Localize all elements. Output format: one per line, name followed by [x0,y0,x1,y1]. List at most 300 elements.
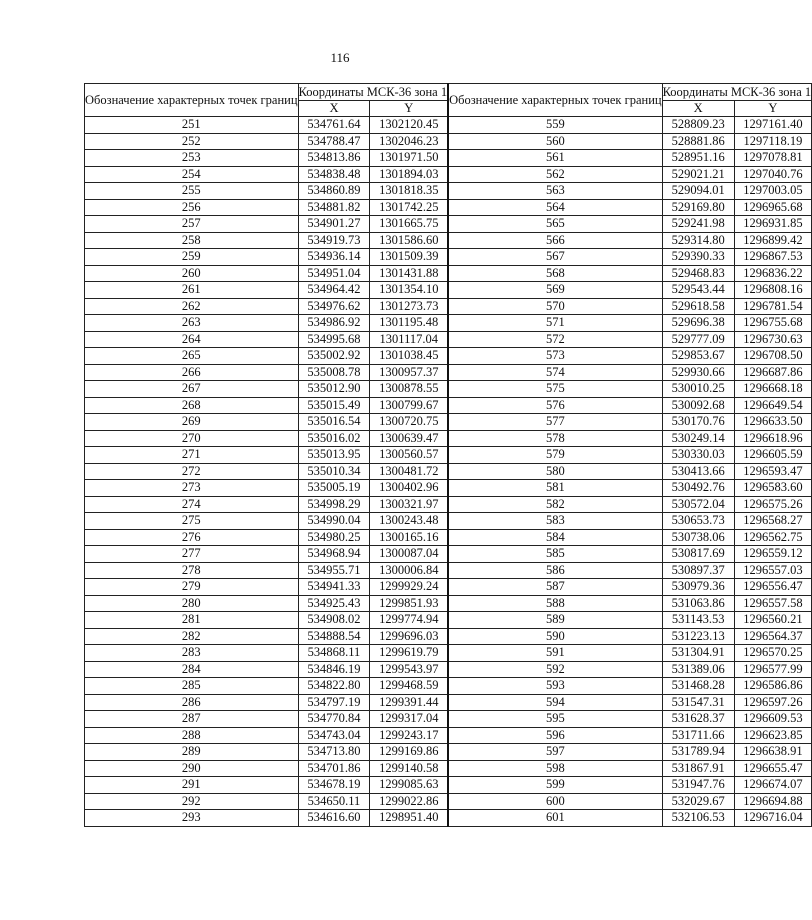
x-right: 528809.23 [662,117,734,134]
y-right: 1296605.59 [734,447,811,464]
point-id-right: 585 [448,546,662,563]
point-id-right: 589 [448,612,662,629]
y-right: 1296609.53 [734,711,811,728]
x-right: 531223.13 [662,628,734,645]
x-left: 534941.33 [298,579,370,596]
y-left: 1299391.44 [370,694,448,711]
x-right: 528951.16 [662,150,734,167]
table-row [85,612,812,629]
y-right: 1296597.26 [734,694,811,711]
x-left: 534761.64 [298,117,370,134]
table-row [85,579,812,596]
point-id-left: 261 [85,282,299,299]
x-left: 535015.49 [298,397,370,414]
x-left: 534743.04 [298,727,370,744]
y-right: 1297118.19 [734,133,811,150]
y-left: 1299169.86 [370,744,448,761]
point-id-left: 283 [85,645,299,662]
point-id-right: 561 [448,150,662,167]
point-id-right: 560 [448,133,662,150]
y-left: 1300560.57 [370,447,448,464]
x-left: 534713.80 [298,744,370,761]
x-right: 531063.86 [662,595,734,612]
x-left: 534822.80 [298,678,370,695]
point-id-right: 581 [448,480,662,497]
y-left: 1301273.73 [370,298,448,315]
y-right: 1297040.76 [734,166,811,183]
table-row [85,562,812,579]
x-right: 530897.37 [662,562,734,579]
x-left: 534868.11 [298,645,370,662]
point-id-right: 574 [448,364,662,381]
point-id-left: 258 [85,232,299,249]
point-id-left: 284 [85,661,299,678]
table-row [85,331,812,348]
y-right: 1297003.05 [734,183,811,200]
point-id-left: 278 [85,562,299,579]
point-id-right: 571 [448,315,662,332]
point-id-right: 588 [448,595,662,612]
y-right: 1296931.85 [734,216,811,233]
x-right: 529777.09 [662,331,734,348]
table-row [85,348,812,365]
x-right: 529390.33 [662,249,734,266]
table-row [85,216,812,233]
table-row [85,480,812,497]
x-left: 534986.92 [298,315,370,332]
y-right: 1296708.50 [734,348,811,365]
point-id-right: 590 [448,628,662,645]
x-left: 535012.90 [298,381,370,398]
y-right: 1297161.40 [734,117,811,134]
y-right: 1296570.25 [734,645,811,662]
point-id-right: 564 [448,199,662,216]
x-right: 532106.53 [662,810,734,827]
x-left: 534908.02 [298,612,370,629]
y-right: 1296836.22 [734,265,811,282]
x-left: 534788.47 [298,133,370,150]
x-left: 534968.94 [298,546,370,563]
y-left: 1299022.86 [370,793,448,810]
x-left: 534770.84 [298,711,370,728]
table-row [85,414,812,431]
x-left: 534936.14 [298,249,370,266]
point-id-left: 275 [85,513,299,530]
table-row [85,744,812,761]
table-row [85,496,812,513]
x-right: 530979.36 [662,579,734,596]
point-id-left: 274 [85,496,299,513]
x-right: 531789.94 [662,744,734,761]
y-left: 1300639.47 [370,430,448,447]
point-id-right: 595 [448,711,662,728]
y-right: 1296781.54 [734,298,811,315]
point-id-left: 285 [85,678,299,695]
x-right: 530170.76 [662,414,734,431]
y-right: 1296965.68 [734,199,811,216]
table-row [85,678,812,695]
table-row [85,282,812,299]
y-right: 1296668.18 [734,381,811,398]
table-row [85,133,812,150]
point-id-right: 583 [448,513,662,530]
point-id-left: 281 [85,612,299,629]
y-left: 1300957.37 [370,364,448,381]
x-left: 534955.71 [298,562,370,579]
point-id-left: 286 [85,694,299,711]
point-id-left: 292 [85,793,299,810]
x-right: 530010.25 [662,381,734,398]
table-row [85,760,812,777]
table-row [85,183,812,200]
x-left: 534976.62 [298,298,370,315]
y-left: 1300878.55 [370,381,448,398]
y-right: 1296583.60 [734,480,811,497]
table-row [85,727,812,744]
table-row [85,777,812,794]
x-left: 535010.34 [298,463,370,480]
x-right: 531389.06 [662,661,734,678]
table-row [85,315,812,332]
point-id-right: 594 [448,694,662,711]
y-right: 1296808.16 [734,282,811,299]
x-left: 535008.78 [298,364,370,381]
y-left: 1300087.04 [370,546,448,563]
x-right: 529241.98 [662,216,734,233]
point-id-left: 255 [85,183,299,200]
table-row [85,150,812,167]
table-row [85,364,812,381]
point-id-right: 584 [448,529,662,546]
y-right: 1296557.03 [734,562,811,579]
x-left: 534964.42 [298,282,370,299]
y-left: 1301665.75 [370,216,448,233]
x-left: 534995.68 [298,331,370,348]
table-row [85,232,812,249]
x-left: 534888.54 [298,628,370,645]
x-left: 534901.27 [298,216,370,233]
point-id-left: 269 [85,414,299,431]
point-id-right: 562 [448,166,662,183]
x-left: 535005.19 [298,480,370,497]
point-id-right: 570 [448,298,662,315]
x-left: 534990.04 [298,513,370,530]
point-id-right: 586 [448,562,662,579]
y-left: 1301818.35 [370,183,448,200]
point-id-right: 601 [448,810,662,827]
table-row [85,595,812,612]
x-left: 534980.25 [298,529,370,546]
y-left: 1301971.50 [370,150,448,167]
x-left: 535016.02 [298,430,370,447]
x-right: 529853.67 [662,348,734,365]
x-left: 534797.19 [298,694,370,711]
point-id-left: 280 [85,595,299,612]
x-left: 534838.48 [298,166,370,183]
point-id-right: 580 [448,463,662,480]
point-id-left: 272 [85,463,299,480]
x-right: 529696.38 [662,315,734,332]
y-left: 1300720.75 [370,414,448,431]
page-number: 116 [330,50,350,65]
y-left: 1299696.03 [370,628,448,645]
point-id-left: 257 [85,216,299,233]
table-row [85,793,812,810]
x-right: 531547.31 [662,694,734,711]
y-right: 1296557.58 [734,595,811,612]
point-id-left: 263 [85,315,299,332]
point-id-left: 266 [85,364,299,381]
coordinates-table [84,83,812,827]
point-id-left: 264 [85,331,299,348]
x-left: 534846.19 [298,661,370,678]
x-right: 529021.21 [662,166,734,183]
point-id-left: 267 [85,381,299,398]
x-left: 534925.43 [298,595,370,612]
x-right: 529543.44 [662,282,734,299]
y-right: 1296593.47 [734,463,811,480]
point-id-left: 256 [85,199,299,216]
x-right: 530092.68 [662,397,734,414]
x-left: 534701.86 [298,760,370,777]
point-id-left: 265 [85,348,299,365]
x-right: 531143.53 [662,612,734,629]
table-row [85,628,812,645]
point-id-left: 273 [85,480,299,497]
point-id-right: 591 [448,645,662,662]
point-id-left: 288 [85,727,299,744]
y-right: 1296867.53 [734,249,811,266]
point-id-right: 567 [448,249,662,266]
y-left: 1300321.97 [370,496,448,513]
y-right: 1296694.88 [734,793,811,810]
table-row [85,397,812,414]
x-right: 530249.14 [662,430,734,447]
y-right: 1296586.86 [734,678,811,695]
x-right: 530572.04 [662,496,734,513]
y-right: 1296559.12 [734,546,811,563]
point-id-left: 293 [85,810,299,827]
y-right: 1296899.42 [734,232,811,249]
point-id-left: 259 [85,249,299,266]
point-id-right: 569 [448,282,662,299]
y-right: 1296638.91 [734,744,811,761]
y-header-right: Y [734,100,811,117]
point-id-right: 559 [448,117,662,134]
table-row [85,513,812,530]
y-left: 1301038.45 [370,348,448,365]
y-left: 1299774.94 [370,612,448,629]
table-row [85,463,812,480]
y-right: 1296618.96 [734,430,811,447]
y-right: 1296560.21 [734,612,811,629]
point-id-left: 254 [85,166,299,183]
y-right: 1296564.37 [734,628,811,645]
point-id-left: 289 [85,744,299,761]
y-left: 1299468.59 [370,678,448,695]
y-left: 1299317.04 [370,711,448,728]
point-id-right: 600 [448,793,662,810]
y-left: 1300006.84 [370,562,448,579]
table-row [85,117,812,134]
point-id-left: 291 [85,777,299,794]
table-row [85,661,812,678]
table-row [85,166,812,183]
y-right: 1296687.86 [734,364,811,381]
y-right: 1296562.75 [734,529,811,546]
point-id-left: 268 [85,397,299,414]
x-right: 531867.91 [662,760,734,777]
x-right: 529468.83 [662,265,734,282]
point-designation-header-left: Обозначение характерных точек границ [85,84,299,117]
point-id-left: 277 [85,546,299,563]
x-header-right: X [662,100,734,117]
y-right: 1296556.47 [734,579,811,596]
x-left: 534951.04 [298,265,370,282]
table-row [85,249,812,266]
x-left: 534919.73 [298,232,370,249]
table-row [85,430,812,447]
point-id-right: 578 [448,430,662,447]
point-id-left: 287 [85,711,299,728]
point-id-right: 576 [448,397,662,414]
x-left: 534998.29 [298,496,370,513]
y-left: 1301894.03 [370,166,448,183]
x-left: 534650.11 [298,793,370,810]
table-row [85,265,812,282]
y-left: 1299085.63 [370,777,448,794]
point-id-left: 270 [85,430,299,447]
y-left: 1300481.72 [370,463,448,480]
y-left: 1300165.16 [370,529,448,546]
y-left: 1300243.48 [370,513,448,530]
coords-header-right: Координаты МСК-36 зона 1 [662,84,812,99]
point-id-right: 599 [448,777,662,794]
x-left: 535002.92 [298,348,370,365]
x-left: 534813.86 [298,150,370,167]
point-id-left: 276 [85,529,299,546]
point-id-right: 577 [448,414,662,431]
x-right: 530330.03 [662,447,734,464]
table-row [85,447,812,464]
point-id-right: 572 [448,331,662,348]
x-right: 529314.80 [662,232,734,249]
x-right: 529169.80 [662,199,734,216]
point-id-left: 290 [85,760,299,777]
point-id-right: 593 [448,678,662,695]
point-id-left: 253 [85,150,299,167]
y-left: 1302120.45 [370,117,448,134]
x-right: 530492.76 [662,480,734,497]
point-id-left: 252 [85,133,299,150]
y-left: 1299543.97 [370,661,448,678]
x-left: 535013.95 [298,447,370,464]
x-right: 529094.01 [662,183,734,200]
y-left: 1300402.96 [370,480,448,497]
x-right: 530817.69 [662,546,734,563]
y-left: 1300799.67 [370,397,448,414]
point-designation-header-right: Обозначение характерных точек границ [448,84,662,117]
table-row [85,199,812,216]
x-right: 529618.58 [662,298,734,315]
x-right: 531628.37 [662,711,734,728]
point-id-right: 598 [448,760,662,777]
y-right: 1296655.47 [734,760,811,777]
y-right: 1296649.54 [734,397,811,414]
table-row [85,694,812,711]
point-id-right: 565 [448,216,662,233]
point-id-right: 563 [448,183,662,200]
y-left: 1301742.25 [370,199,448,216]
y-left: 1301354.10 [370,282,448,299]
y-right: 1296575.26 [734,496,811,513]
table-body [85,117,812,827]
point-id-right: 597 [448,744,662,761]
point-id-right: 575 [448,381,662,398]
y-left: 1299929.24 [370,579,448,596]
x-left: 534678.19 [298,777,370,794]
x-right: 530413.66 [662,463,734,480]
point-id-left: 260 [85,265,299,282]
y-header-left: Y [370,100,448,117]
x-left: 534881.82 [298,199,370,216]
point-id-right: 596 [448,727,662,744]
y-left: 1301431.88 [370,265,448,282]
point-id-right: 573 [448,348,662,365]
x-right: 529930.66 [662,364,734,381]
y-left: 1299140.58 [370,760,448,777]
y-left: 1299243.17 [370,727,448,744]
table-row [85,645,812,662]
point-id-right: 587 [448,579,662,596]
table-row [85,711,812,728]
point-id-right: 568 [448,265,662,282]
x-left: 534616.60 [298,810,370,827]
y-right: 1296674.07 [734,777,811,794]
table-row [85,810,812,827]
x-header-left: X [298,100,370,117]
x-right: 531304.91 [662,645,734,662]
point-id-right: 582 [448,496,662,513]
x-right: 528881.86 [662,133,734,150]
x-right: 531711.66 [662,727,734,744]
x-right: 530653.73 [662,513,734,530]
point-id-left: 282 [85,628,299,645]
y-left: 1299851.93 [370,595,448,612]
coords-header-left: Координаты МСК-36 зона 1 [298,84,448,99]
point-id-right: 579 [448,447,662,464]
y-left: 1301195.48 [370,315,448,332]
y-right: 1296577.99 [734,661,811,678]
point-id-left: 279 [85,579,299,596]
x-left: 535016.54 [298,414,370,431]
x-left: 534860.89 [298,183,370,200]
y-right: 1297078.81 [734,150,811,167]
point-id-left: 262 [85,298,299,315]
y-right: 1296633.50 [734,414,811,431]
x-right: 532029.67 [662,793,734,810]
table-row [85,529,812,546]
y-left: 1299619.79 [370,645,448,662]
point-id-right: 592 [448,661,662,678]
point-id-left: 251 [85,117,299,134]
y-left: 1301586.60 [370,232,448,249]
y-right: 1296568.27 [734,513,811,530]
point-id-left: 271 [85,447,299,464]
y-left: 1298951.40 [370,810,448,827]
y-right: 1296755.68 [734,315,811,332]
y-right: 1296623.85 [734,727,811,744]
